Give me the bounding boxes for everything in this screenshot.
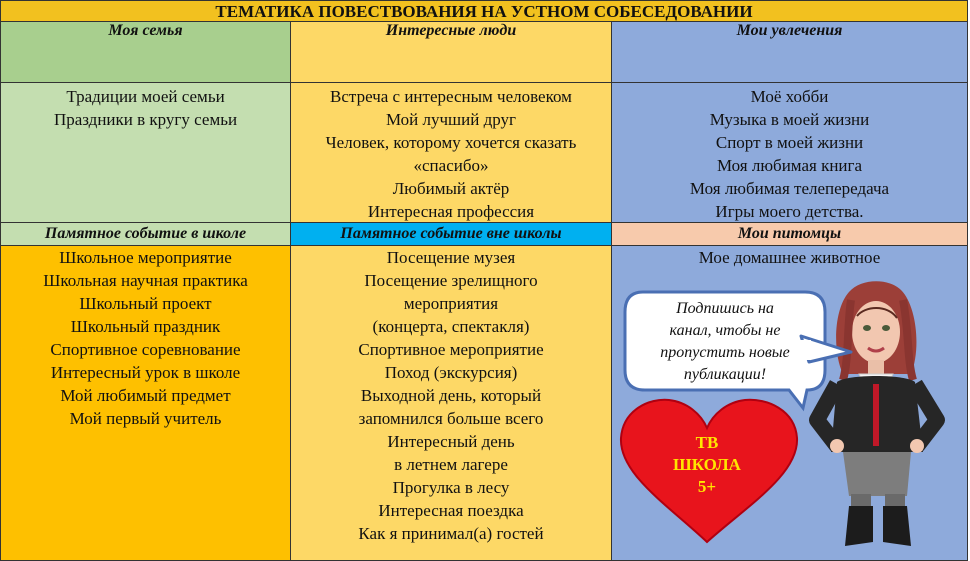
- heart-line: 5+: [697, 477, 717, 496]
- speech-bubble: [625, 292, 851, 408]
- header-school: [0, 222, 291, 246]
- cell-school: [0, 245, 291, 561]
- list-item: Интересный урок в школе: [50, 363, 241, 382]
- list-item: мероприятия: [403, 294, 499, 313]
- list-item: Интересный день: [387, 432, 515, 451]
- list-item: Как я принимал(а) гостей: [358, 524, 544, 543]
- header-family: [0, 21, 291, 83]
- header-outside: [290, 222, 612, 246]
- list-item: Любимый актёр: [392, 179, 510, 198]
- list-item: Традиции моей семьи: [66, 87, 225, 106]
- cell-hobbies: [611, 82, 968, 223]
- list-item: Школьная научная практика: [43, 271, 248, 290]
- list-item: Встреча с интересным человеком: [330, 87, 572, 106]
- promo-illustration: [611, 270, 968, 560]
- cell-outside: [290, 245, 612, 561]
- list-item: Интересная профессия: [367, 202, 535, 221]
- list-item: Посещение зрелищного: [364, 271, 538, 290]
- header-people: [290, 21, 612, 83]
- list-item: Посещение музея: [386, 248, 516, 267]
- list-item: Школьный проект: [79, 294, 212, 313]
- list-item: Моя любимая книга: [716, 156, 863, 175]
- character-figure: [817, 281, 937, 546]
- list-item: Мой первый учитель: [69, 409, 222, 428]
- list-item: Моё хобби: [750, 87, 829, 106]
- bubble-line: пропустить новые: [660, 344, 790, 361]
- heart-line: ТВ: [695, 433, 719, 452]
- list-item: Поход (экскурсия): [384, 363, 518, 382]
- header-hobbies: [611, 21, 968, 83]
- header-pets: [611, 222, 968, 246]
- header-family-label: Моя семья: [108, 22, 183, 39]
- header-people-label: Интересные люди: [385, 22, 517, 39]
- list-item: Мое домашнее животное: [698, 248, 881, 267]
- heart-badge: [621, 400, 797, 542]
- list-item: Спортивное мероприятие: [358, 340, 544, 359]
- list-item: Человек, которому хочется сказать: [325, 133, 577, 152]
- list-item: Игры моего детства.: [715, 202, 864, 221]
- table-title: ТЕМАТИКА ПОВЕСТВОВАНИЯ НА УСТНОМ СОБЕСЕДОВАНИИ: [0, 0, 968, 22]
- header-school-label: Памятное событие в школе: [44, 225, 247, 242]
- header-hobbies-label: Мои увлечения: [736, 22, 843, 39]
- list-item: Мой лучший друг: [385, 110, 516, 129]
- list-item: Интересная поездка: [378, 501, 524, 520]
- list-item: Спортивное соревнование: [50, 340, 241, 359]
- header-pets-label: Мои питомцы: [737, 225, 842, 242]
- heart-line: ШКОЛА: [673, 455, 741, 474]
- list-item: «спасибо»: [413, 156, 489, 175]
- bubble-line: канал, чтобы не: [669, 322, 781, 339]
- list-item: Прогулка в лесу: [392, 478, 510, 497]
- cell-people: [290, 82, 612, 223]
- list-item: Моя любимая телепередача: [689, 179, 890, 198]
- bubble-line: публикации!: [683, 366, 767, 383]
- list-item: Спорт в моей жизни: [715, 133, 864, 152]
- cell-family: [0, 82, 291, 223]
- bubble-line: Подпишись на: [676, 300, 774, 317]
- list-item: Праздники в кругу семьи: [53, 110, 238, 129]
- list-item: Школьное мероприятие: [59, 248, 232, 267]
- list-item: запомнился больше всего: [358, 409, 544, 428]
- list-item: в летнем лагере: [394, 455, 508, 474]
- list-item: Мой любимый предмет: [60, 386, 231, 405]
- list-item: Выходной день, который: [360, 386, 542, 405]
- list-item: (концерта, спектакля): [372, 317, 530, 336]
- list-item: Школьный праздник: [70, 317, 221, 336]
- list-item: Музыка в моей жизни: [709, 110, 870, 129]
- header-outside-label: Памятное событие вне школы: [340, 225, 562, 242]
